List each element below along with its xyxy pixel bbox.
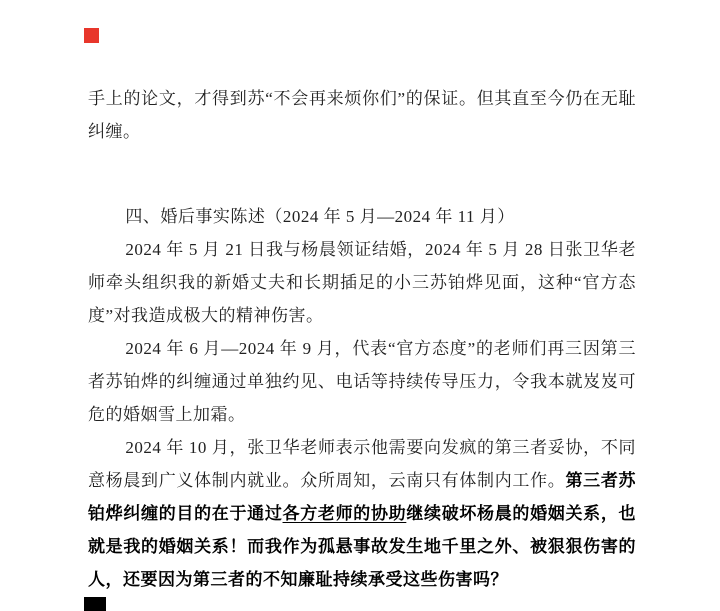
paragraph: [88, 332, 636, 431]
emphasis-text: 继续破坏杨晨的婚姻关系，也就是我的婚姻关系！而我作为孤悬事故发生地千里之外、被狠狠伤害的人，还要因为第三者的不知廉耻持续承受这些伤害吗？: [88, 504, 637, 589]
paragraph: [88, 82, 636, 148]
paragraph: [88, 233, 636, 332]
red-stamp-square: [84, 28, 99, 43]
document-content: [88, 82, 636, 596]
body-text: 四、婚后事实陈述（2024 年 5 月—2024 年 11 月）: [125, 207, 515, 226]
body-text: 2024 年 6 月—2024 年 9 月，代表“官方态度”的老师们再三因第三者苏铂烨的纠缠通过单独约见、电话等持续传导压力，令我本就岌岌可危的婚姻雪上加霜。: [88, 339, 636, 424]
body-text: 2024 年 10 月，张卫华老师表示他需要向发疯的第三者妥协，不同意杨晨到广义体制内就业。众所周知，云南只有体制内工作。: [88, 438, 636, 490]
section-heading: [88, 200, 636, 233]
body-text: 2024 年 5 月 21 日我与杨晨领证结婚，2024 年 5 月 28 日张卫华老师牵头组织我的新婚丈夫和长期插足的小三苏铂烨见面，这种“官方态度”对我造成极大的精神伤害。: [88, 240, 636, 325]
black-redaction-mark: [84, 597, 106, 611]
emphasis-text: 第三者苏铂烨纠缠的目的在于通过: [88, 471, 637, 523]
body-text: 手上的论文，才得到苏“不会再来烦你们”的保证。但其直至今仍在无耻纠缠。: [88, 89, 636, 141]
emphasis-underline-text: 各方老师的协助: [282, 504, 407, 523]
paragraph: [88, 431, 636, 596]
